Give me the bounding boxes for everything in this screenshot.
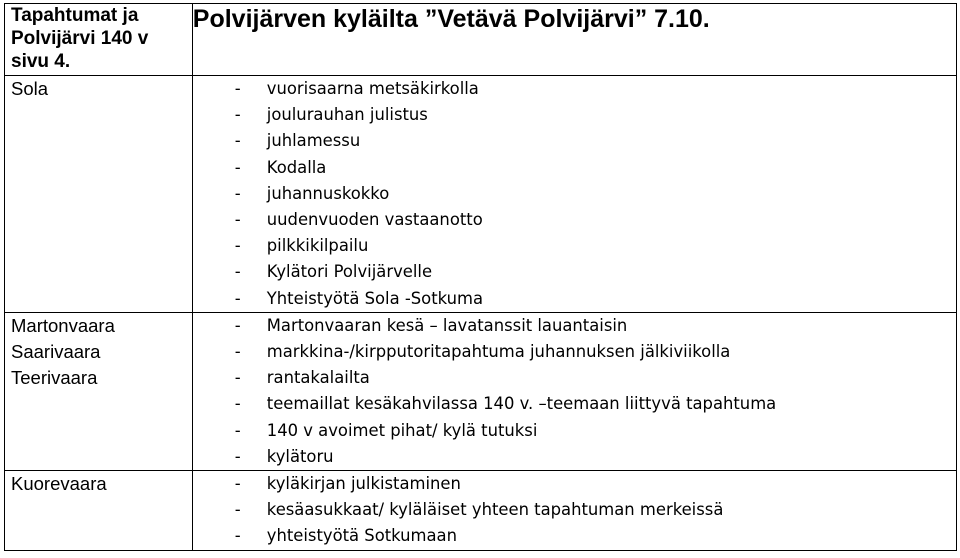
list-item-text: teemaillat kesäkahvilassa 140 v. –teemaan liittyvä tapahtuma — [266, 394, 777, 414]
list-item — [235, 391, 956, 417]
dash-bullet: - — [234, 342, 241, 362]
list-item-text: kesäasukkaat/ kyläläiset yhteen tapahtuman merkeissä — [266, 500, 724, 520]
event-list-cell — [192, 312, 956, 470]
list-item — [235, 444, 956, 470]
list-item-text: Kylätori Polvijärvelle — [266, 262, 433, 282]
dash-bullet: - — [234, 157, 241, 177]
group-label-cell — [5, 76, 193, 313]
list-item — [235, 339, 956, 365]
dash-bullet: - — [234, 368, 241, 388]
group-label-cell — [5, 312, 193, 470]
list-item-text: joulurauhan julistus — [266, 105, 428, 125]
group-row-kuorevaara — [5, 471, 957, 551]
list-item-text: Kodalla — [266, 157, 327, 177]
list-item-text: kyläkirjan julkistaminen — [266, 474, 461, 494]
dash-bullet: - — [234, 236, 241, 256]
document-title: Polvijärven kyläilta ”Vetävä Polvijärvi” 7.10. — [192, 4, 956, 76]
list-item — [235, 233, 956, 259]
dash-bullet: - — [234, 526, 241, 546]
village-name: Sola — [11, 78, 49, 99]
list-item-text: Yhteistyötä Sola -Sotkuma — [266, 288, 484, 308]
list-item — [235, 155, 956, 181]
dash-bullet: - — [234, 262, 241, 282]
list-item-text: 140 v avoimet pihat/ kylä tutuksi — [266, 420, 538, 440]
list-item — [235, 497, 956, 523]
village-name: Kuorevaara — [11, 473, 107, 495]
list-item-text: kylätoru — [266, 446, 334, 466]
list-item-text: pilkkikilpailu — [266, 236, 369, 256]
event-list — [193, 471, 956, 550]
event-list-cell — [192, 471, 956, 551]
list-item — [235, 471, 956, 497]
group-label-cell — [5, 471, 193, 551]
event-list — [193, 313, 956, 470]
events-table — [4, 3, 957, 551]
list-item — [235, 313, 956, 339]
village-name: Martonvaara — [11, 314, 115, 336]
list-item — [235, 181, 956, 207]
list-item-text: yhteistyötä Sotkumaan — [266, 526, 457, 546]
dash-bullet: - — [234, 474, 241, 494]
village-name: Saarivaara — [11, 341, 101, 363]
header-left-cell — [5, 4, 193, 76]
dash-bullet: - — [234, 420, 241, 440]
list-item — [235, 207, 956, 233]
header-row — [5, 4, 957, 76]
list-item — [235, 102, 956, 128]
list-item — [235, 418, 956, 444]
list-item — [235, 365, 956, 391]
list-item-text: uudenvuoden vastaanotto — [266, 210, 483, 230]
list-item-text: vuorisaarna metsäkirkolla — [266, 79, 479, 98]
event-list-cell — [192, 76, 956, 313]
list-item — [235, 76, 956, 102]
group-row-martonvaara — [5, 312, 957, 470]
list-item-text: juhannuskokko — [266, 183, 390, 203]
list-item-text: markkina-/kirpputoritapahtuma juhannuksen jälkiviikolla — [266, 342, 731, 362]
list-item — [235, 523, 956, 549]
dash-bullet: - — [234, 131, 241, 151]
header-left-line: sivu 4. — [11, 51, 71, 72]
dash-bullet: - — [234, 79, 241, 98]
event-list — [193, 76, 956, 312]
dash-bullet: - — [234, 105, 241, 125]
list-item — [235, 128, 956, 154]
list-item — [235, 259, 956, 285]
village-name: Teerivaara — [11, 367, 98, 389]
dash-bullet: - — [234, 183, 241, 203]
dash-bullet: - — [234, 500, 241, 520]
list-item — [235, 286, 956, 312]
list-item-text: juhlamessu — [266, 131, 361, 151]
header-left-line: Polvijärvi 140 v — [11, 28, 149, 49]
list-item-text: rantakalailta — [266, 368, 370, 388]
dash-bullet: - — [234, 210, 241, 230]
dash-bullet: - — [234, 394, 241, 414]
dash-bullet: - — [234, 446, 241, 466]
header-left-line: Tapahtumat ja — [11, 5, 139, 26]
list-item-text: Martonvaaran kesä – lavatanssit lauantaisin — [266, 315, 628, 335]
group-row-sola — [5, 76, 957, 313]
dash-bullet: - — [234, 288, 241, 308]
dash-bullet: - — [234, 315, 241, 335]
